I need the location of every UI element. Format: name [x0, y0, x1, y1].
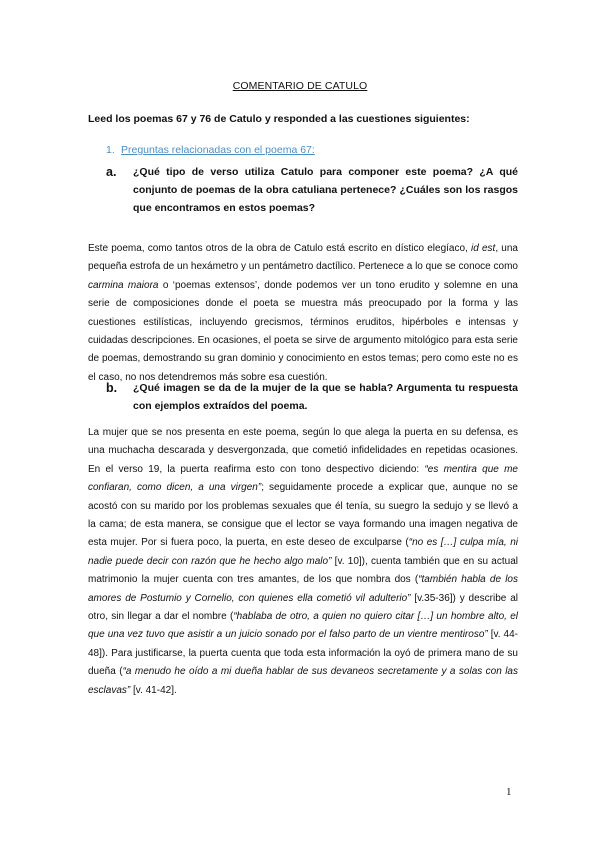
- answer-a-latin-1: id est: [471, 243, 496, 254]
- answer-b-text-6: [v. 41-42].: [130, 684, 177, 696]
- answer-a-paragraph: [88, 240, 518, 387]
- answer-b-quote-5: “a menudo he oído a mi dueña hablar de sus devaneos secretamente y a solas con las esclavas”: [88, 666, 518, 696]
- answer-b-text-3: [v. 10]), cuenta también que en su actual matrimonio la mujer cuenta con tres amantes, de los que nombra dos (: [88, 555, 518, 586]
- question-a-text: ¿Qué tipo de verso utiliza Catulo para componer este poema? ¿A qué conjunto de poemas de la obra catuliana pertenece? ¿Cuáles son los rasgos que encontramos en estos poemas?: [133, 166, 518, 214]
- instructions-text: Leed los poemas 67 y 76 de Catulo y responded a las cuestiones siguientes:: [88, 113, 470, 125]
- question-a: [106, 163, 518, 217]
- answer-a-text-1: Este poema, como tantos otros de la obra de Catulo está escrito en dístico elegíaco,: [88, 243, 472, 254]
- answer-b-text-4: [v.35-36]) y describe al otro, sin llegar a dar el nombre (: [88, 592, 518, 623]
- answer-a-latin-2: carmina maiora: [88, 279, 159, 291]
- section-label: Preguntas relacionadas con el poema 67:: [121, 144, 315, 156]
- section-heading: [106, 144, 315, 156]
- question-b: [106, 379, 518, 415]
- page-number: 1: [506, 786, 512, 798]
- answer-b-text-2: ; seguidamente procede a explicar que, aunque no se acostó con su marido por los problemas sexuales que él tenía, su suegro la sedujo y se llevó a la cama; de esta manera, se consigue que el lector se vaya formando una imagen negativa de esta mujer. Por si fuera poco, la puerta, en este deseo de exculparse (: [88, 482, 518, 549]
- answer-b-paragraph: [88, 424, 518, 700]
- answer-a-text-2: , una pequeña estrofa de un hexámetro y un pentámetro dactílico. Pertenece a lo que se conoce como: [88, 243, 518, 273]
- answer-b-text-1: La mujer que se nos presenta en este poema, según lo que alega la puerta en su defensa, es una muchacha descarada y desvergonzada, que cometió infidelidades en repetidas ocasiones. En el verso 19, la puerta reafirma esto con tono despectivo diciendo:: [88, 427, 518, 475]
- question-a-letter: a.: [106, 165, 117, 179]
- answer-b-quote-3: “también habla de los amores de Postumio y Cornelio, con quienes ella cometió vil adulterio”: [88, 574, 518, 604]
- question-b-letter: b.: [106, 381, 118, 395]
- answer-a-text-3: o ‘poemas extensos’, donde podemos ver un tono erudito y solemne en una serie de composiciones donde el poeta se muestra más preocupado por la forma y las cuestiones estilísticas, incluyendo grecismos, términos eruditos, hipérboles e intensas y cuidadas descripciones. En ocasiones, el poeta se sirve de argumento mitológico para esta serie de poemas, demostrando su gran dominio y conocimiento en estos temas; pero como este no es el caso, no nos detendremos más sobre esa cuestión.: [88, 279, 518, 383]
- section-number: 1.: [106, 144, 115, 156]
- answer-b-text-5: [v. 44-48]). Para justificarse, la puerta cuenta que toda esta información la oyó de primera mano de su dueña (: [88, 629, 519, 678]
- answer-b-quote-1: “es mentira que me confiaran, como dicen, a una virgen”: [88, 463, 518, 494]
- question-b-text: ¿Qué imagen se da de la mujer de la que se habla? Argumenta tu respuesta con ejemplos extraídos del poema.: [133, 382, 518, 412]
- answer-b-quote-2: “no es […] culpa mía, ni nadie puede decir con razón que he hecho algo malo”: [88, 537, 518, 567]
- answer-b-quote-4: “hablaba de otro, a quien no quiero citar […] un hombre alto, el que una vez tuvo que asistir a un juicio sonado por el falso parto de un vientre mentiroso”: [88, 611, 518, 641]
- document-title: COMENTARIO DE CATULO: [232, 80, 368, 92]
